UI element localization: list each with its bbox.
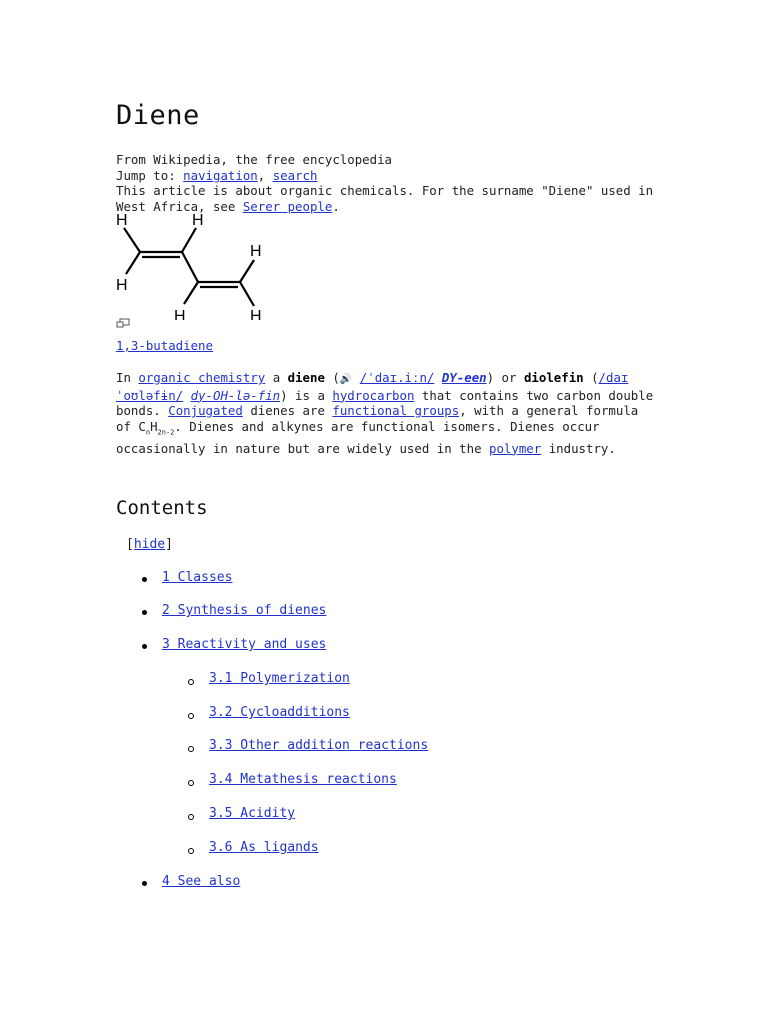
circle-bullet-icon: [188, 848, 194, 854]
navigation-link[interactable]: navigation: [183, 168, 258, 183]
hatnote-text: This article is about organic chemicals. For the surname "Diene" used in West Africa, see: [116, 183, 654, 214]
molecule-label: H: [116, 212, 128, 229]
toc-item[interactable]: 1 Classes: [162, 570, 233, 585]
ipa-diolefin-link[interactable]: /daɪˈoʊləfɨn/: [116, 370, 629, 403]
molecule-label: H: [250, 308, 262, 320]
circle-bullet-icon: [188, 746, 194, 752]
intro-text: In: [116, 370, 131, 385]
butadiene-caption-link[interactable]: 1,3-butadiene: [116, 338, 213, 353]
enlarge-icon[interactable]: [116, 318, 130, 328]
toc-item[interactable]: 3 Reactivity and uses: [162, 637, 327, 652]
toc-item[interactable]: 4 See also: [162, 874, 241, 889]
intro-text: ) is a: [280, 387, 325, 403]
toc-bracket: [: [126, 537, 134, 552]
search-link[interactable]: search: [272, 168, 318, 183]
intro-text: . Dienes and alkynes are functional isomers. Dienes occur occasionally in nature but are widely used in the: [116, 418, 600, 456]
jump-links: [116, 168, 656, 184]
intro-paragraph: In organic chemistry a diene (🔊 /ˈdaɪ.iːn/ DY-een) or diolefin (/daɪˈoʊləfɨn/ dy-OH-lə-fin) is a hydrocarbon that contains two carbon double bonds. Conjugated dienes are functional groups, with a general formula of $C_nH_{2n-2}$. Dienes and alkynes are functional isomers. Dienes occur occasionally in nature but are widely used in the polymer industry.: [116, 370, 654, 456]
toc-item[interactable]: 3.2 Cycloadditions: [209, 705, 350, 720]
toc-item[interactable]: 3.4 Metathesis reactions: [209, 772, 397, 787]
respelling-diene-link[interactable]: DY-een: [441, 370, 487, 385]
molecule-label: H: [174, 308, 186, 320]
tagline: From Wikipedia, the free encyclopedia: [116, 152, 393, 167]
molecule-label: H: [250, 243, 262, 260]
bullet-icon: [142, 610, 147, 615]
hatnote-end: .: [332, 198, 340, 214]
intro-text: , with a general formula of C: [116, 403, 639, 434]
intro-text: industry.: [548, 440, 616, 456]
molecule-label: H: [192, 212, 204, 229]
term-diolefin: diolefin: [523, 370, 584, 385]
hydrocarbon-link[interactable]: hydrocarbon: [332, 387, 415, 403]
functional-groups-link[interactable]: functional groups: [332, 403, 460, 419]
subscript: 2n-2: [157, 428, 175, 437]
image-caption: [116, 338, 656, 354]
intro-text: H: [150, 418, 158, 434]
toc-item[interactable]: 3.6 As ligands: [209, 840, 319, 855]
serer-people-link[interactable]: Serer people: [242, 198, 333, 214]
respelling-diolefin-link[interactable]: dy-OH-lə-fin: [190, 387, 281, 403]
ipa-diene-link[interactable]: /ˈdaɪ.iːn/: [359, 370, 435, 385]
toc-item[interactable]: 3.1 Polymerization: [209, 671, 350, 686]
intro-text: a: [272, 370, 281, 385]
intro-text: ) or: [486, 370, 517, 385]
organic-chemistry-link[interactable]: organic chemistry: [138, 370, 266, 385]
page-title: Diene: [116, 100, 200, 131]
intro-text: dienes are: [250, 403, 325, 419]
speaker-icon[interactable]: 🔊: [339, 374, 353, 385]
molecule-label: H: [116, 277, 128, 294]
bullet-icon: [142, 881, 147, 886]
intro-text: that contains two carbon double bonds.: [116, 387, 654, 419]
jump-to-label: Jump to:: [116, 168, 176, 183]
toc-item[interactable]: 3.5 Acidity: [209, 806, 296, 821]
toc-item[interactable]: 2 Synthesis of dienes: [162, 603, 327, 618]
term-diene: diene: [287, 370, 325, 385]
polymer-link[interactable]: polymer: [489, 440, 542, 456]
conjugated-link[interactable]: Conjugated: [168, 403, 243, 419]
bullet-icon: [142, 644, 147, 649]
hide-toc-link[interactable]: hide: [133, 537, 166, 552]
circle-bullet-icon: [188, 679, 194, 685]
jump-separator: ,: [257, 168, 266, 183]
butadiene-structure-image[interactable]: [116, 208, 276, 320]
bullet-icon: [142, 577, 147, 582]
subscript: n: [145, 428, 151, 437]
toc-bracket: ]: [165, 537, 173, 552]
circle-bullet-icon: [188, 780, 194, 786]
circle-bullet-icon: [188, 814, 194, 820]
contents-heading: Contents: [116, 497, 208, 519]
toc-toggle: [126, 537, 173, 552]
toc-item[interactable]: 3.3 Other addition reactions: [209, 738, 429, 753]
circle-bullet-icon: [188, 713, 194, 719]
